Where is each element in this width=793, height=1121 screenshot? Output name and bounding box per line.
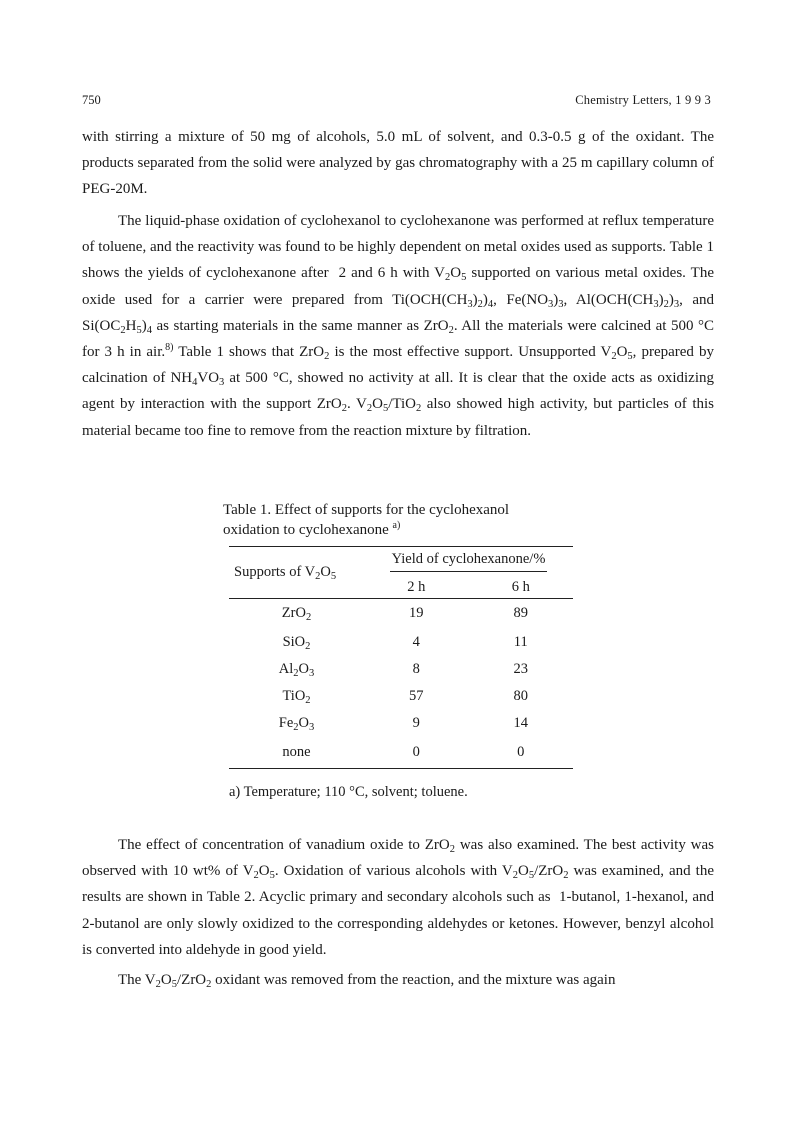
column-header-2h: 2 h <box>407 578 426 595</box>
yield-6h-cell: 23 <box>513 660 528 677</box>
table-caption-line2: oxidation to cyclohexanone <box>223 522 389 538</box>
paragraph-continued: with stirring a mixture of 50 mg of alcohols, 5.0 mL of solvent, and 0.3-0.5 g of the oxidant. The products separated from the solid were analyzed by gas chromatography with a 25 m capillary column of PEG-20M. <box>82 129 714 198</box>
support-cell: $Fe_2O_3$ <box>278 714 315 733</box>
yield-6h-cell: 89 <box>513 605 528 622</box>
yield-2h-cell: 8 <box>412 660 420 677</box>
yield-6h-cell: 0 <box>517 743 525 760</box>
table-caption-note-mark: a) <box>392 520 401 531</box>
support-cell: TiO$_2$ <box>282 687 311 706</box>
journal-citation: Chemistry Letters, 1 9 9 3 <box>575 93 711 107</box>
table-row <box>229 683 573 710</box>
table-row <box>229 737 573 769</box>
table-row <box>229 656 573 683</box>
support-cell: SiO$_2$ <box>282 633 311 652</box>
column-header-supports: Supports of $V_2O_5$ <box>229 547 364 599</box>
support-cell: $Al_2O_3$ <box>278 660 315 679</box>
column-header-6h: 6 h <box>511 578 530 595</box>
page-number: 750 <box>82 93 101 107</box>
table-row <box>229 599 573 629</box>
yield-2h-cell: 0 <box>412 743 420 760</box>
table-caption-line1: Table 1. Effect of supports for the cyclohexanol <box>223 502 510 518</box>
table-footnote: a) Temperature; 110 °C, solvent; toluene. <box>229 784 468 800</box>
table-1 <box>229 546 573 769</box>
table-row <box>229 710 573 737</box>
paragraph-removal: The $V_2O_5/ZrO_2$ oxidant was removed from the reaction, and the mixture was again <box>118 972 616 990</box>
paragraph-concentration: The effect of concentration of vanadium oxide to ZrO$_2$ was also examined. The best activity was observed with 10 wt% of $V_2O_5$. Oxidation of various alcohols with $V_2O_5/ZrO_2$ was examined, and the results are shown in Table 2. Acyclic primary and secondary alcohols such as 1-butanol, 1-hexanol, and 2-butanol are only slowly oxidized to the corresponding aldehydes or ketones. However, benzyl alcohol is converted into aldehyde in good yield. <box>82 837 715 958</box>
support-cell: none <box>282 743 311 760</box>
table-caption <box>223 500 568 540</box>
yield-6h-cell: 11 <box>513 633 528 650</box>
yield-2h-cell: 4 <box>412 633 420 650</box>
yield-2h-cell: 9 <box>412 714 420 731</box>
yield-6h-cell: 14 <box>513 714 528 731</box>
yield-6h-cell: 80 <box>513 687 528 704</box>
yield-2h-cell: 57 <box>409 687 424 704</box>
column-header-yield: Yield of cyclohexanone/% <box>364 547 573 577</box>
support-cell: ZrO$_2$ <box>281 605 312 624</box>
yield-2h-cell: 19 <box>409 605 424 622</box>
table-row <box>229 629 573 656</box>
paragraph-supports: The liquid-phase oxidation of cyclohexanol to cyclohexanone was performed at reflux temperature of toluene, and the reactivity was found to be highly dependent on metal oxides used as supports. Table 1 shows the yields of cyclohexanone after 2 and 6 h with $V_2O_5$ supported on various metal oxides. The oxide used for a carrier were prepared from $Ti(OCH(CH_3)_2)_4$, $Fe(NO_3)_3$, $Al(OCH(CH_3)_2)_3$, and $Si(OC_2H_5)_4$ as starting materials in the same manner as ZrO$_2$. All the materials were calcined at 500 °C for 3 h in air.$^{8)}$ Table 1 shows that ZrO$_2$ is the most effective support. Unsupported $V_2O_5$, prepared by calcination of $NH_4VO_3$ at 500 °C, showed no activity at all. It is clear that the oxide acts as oxidizing agent by interaction with the support ZrO$_2$. $V_2O_5/TiO_2$ also showed high activity, but particles of this material became too fine to remove from the reaction mixture by filtration. <box>82 213 715 439</box>
